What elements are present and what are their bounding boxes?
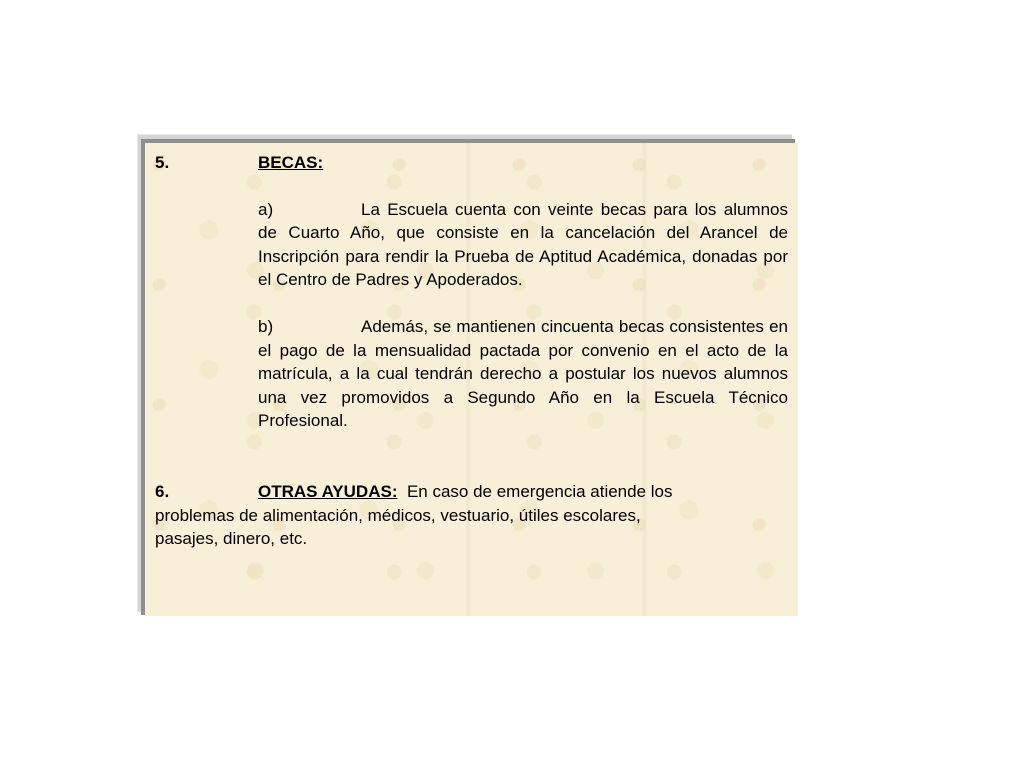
section-6-text-line-1: En caso de emergencia atiende los [406, 481, 673, 501]
section-5-item-a [258, 198, 788, 292]
section-6-paragraph [155, 480, 788, 551]
section-6-text-line-3: pasajes, dinero, etc. [155, 529, 308, 549]
section-6-title: OTRAS AYUDAS: [258, 481, 398, 501]
section-6-text-line-2: problemas de alimentación, médicos, vestuario, útiles escolares, [155, 505, 641, 525]
section-5-heading [155, 151, 788, 175]
spacer [155, 433, 788, 480]
section-6-first-line [155, 480, 788, 504]
section-5-number: 5. [155, 153, 170, 172]
item-a-letter: a) [258, 199, 274, 219]
document-content [155, 151, 788, 551]
item-b-text: Además, se mantienen cincuenta becas consistentes en el pago de la mensualidad pactada por convenio en el acto de la matrícula, a la cual tendrán derecho a postular los nuevos alumnos una vez promovidos a Segundo Año en la Escuela Técnico Profesional. [258, 316, 788, 431]
section-6-number: 6. [155, 481, 170, 501]
parchment-panel [145, 143, 798, 616]
section-5-title: BECAS: [258, 153, 324, 172]
section-6-heading-line [258, 480, 673, 504]
item-a-text: La Escuela cuenta con veinte becas para los alumnos de Cuarto Año, que consiste en la cancelación del Arancel de Inscripción para rendir la Prueba de Aptitud Académica, donadas por el Centro de Padres y Apoderados. [258, 199, 788, 290]
spacer [155, 292, 788, 315]
section-5-item-b [258, 315, 788, 433]
item-b-letter: b) [258, 316, 274, 336]
spacer [155, 175, 788, 198]
